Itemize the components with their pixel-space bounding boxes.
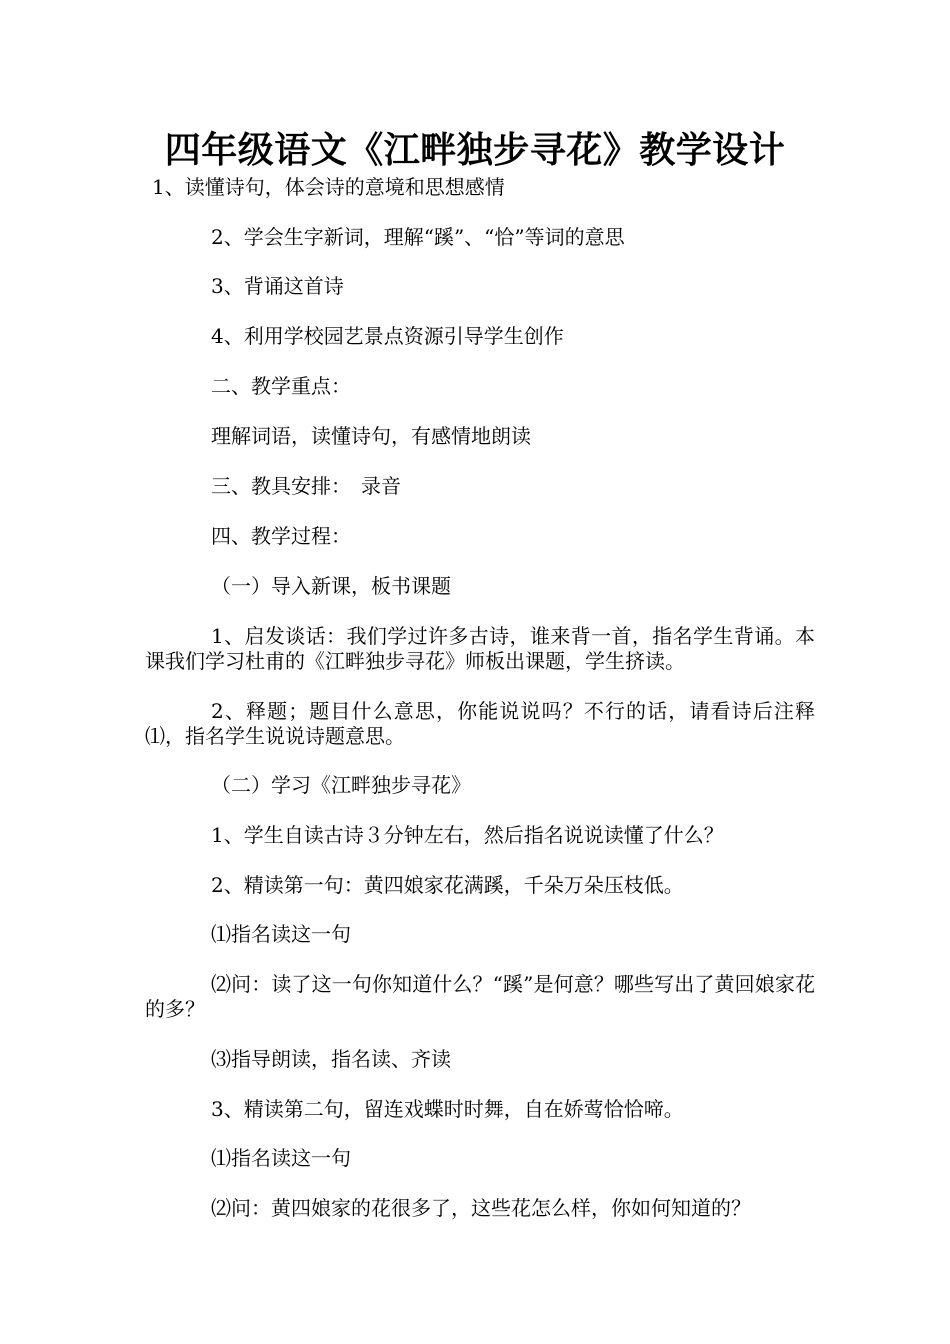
objective-3: 3、背诵这首诗 [211, 274, 344, 298]
section-heading-process: 四、教学过程： [211, 524, 351, 548]
objective-1: 1、读懂诗句，体会诗的意境和思想感情 [152, 175, 505, 199]
paragraph-intro-talk: 1、启发谈话：我们学过许多古诗，谁来背一首，指名学生背诵。本课我们学习杜甫的《江畔独步寻花》师板出课题，学生挤读。 [145, 624, 815, 673]
key-points-text: 理解词语，读懂诗句，有感情地朗读 [211, 424, 531, 448]
step-self-reading: 1、学生自读古诗３分钟左右，然后指名说说读懂了什么？ [211, 823, 724, 847]
objective-2: 2、学会生字新词，理解“蹊”、“恰”等词的意思 [211, 225, 625, 249]
step-second-line: 3、精读第二句，留连戏蝶时时舞，自在娇莺恰恰啼。 [211, 1097, 684, 1121]
section-heading-key-points: 二、教学重点： [211, 374, 351, 398]
document-title: 四年级语文《江畔独步寻花》教学设计 [164, 129, 786, 171]
section-heading-teaching-aids: 三、教具安排： 录音 [211, 474, 401, 498]
subsection-heading-intro: （一）导入新课，板书课题 [211, 574, 451, 598]
step-second-line-question: ⑵问：黄四娘家的花很多了，这些花怎么样，你如何知道的？ [211, 1196, 751, 1220]
step-first-line-guide: ⑶指导朗读，指名读、齐读 [211, 1047, 451, 1071]
paragraph-title-explanation: 2、释题；题目什么意思，你能说说吗？不行的话，请看诗后注释⑴，指名学生说说诗题意思。 [145, 699, 815, 748]
step-first-line-read: ⑴指名读这一句 [211, 922, 351, 946]
paragraph-first-line-question: ⑵问：读了这一句你知道什么？“蹊”是何意？哪些写出了黄回娘家花的多？ [145, 972, 815, 1021]
subsection-heading-study: （二）学习《江畔独步寻花》 [211, 773, 471, 797]
step-second-line-read: ⑴指名读这一句 [211, 1146, 351, 1170]
objective-4: 4、利用学校园艺景点资源引导学生创作 [211, 324, 564, 348]
step-first-line: 2、精读第一句：黄四娘家花满蹊，千朵万朵压枝低。 [211, 873, 684, 897]
